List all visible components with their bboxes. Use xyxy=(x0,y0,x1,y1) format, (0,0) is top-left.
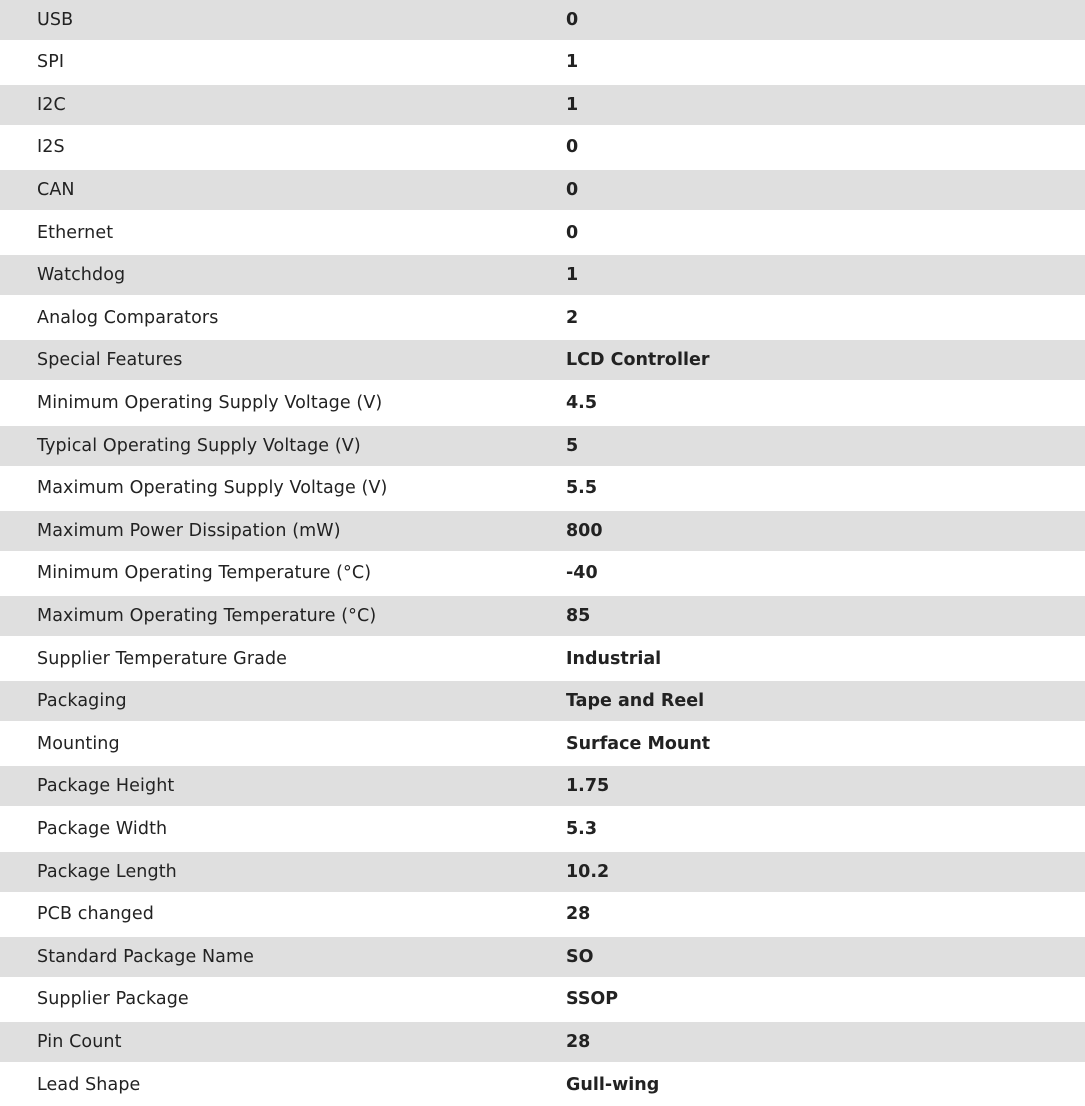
spec-value: 800 xyxy=(566,520,603,541)
spec-value: SSOP xyxy=(566,989,619,1010)
spec-label: SPI xyxy=(37,52,65,73)
spec-label: Packaging xyxy=(37,691,127,712)
spec-value: 2 xyxy=(566,307,579,328)
spec-label: Minimum Operating Temperature (°C) xyxy=(37,563,372,584)
table-row-temp-grade xyxy=(0,638,1085,680)
spec-value: Surface Mount xyxy=(566,733,711,754)
spec-value: 10.2 xyxy=(566,861,610,882)
spec-value: 1.75 xyxy=(566,776,610,797)
table-row-supplier-package xyxy=(0,978,1085,1020)
spec-label: Maximum Power Dissipation (mW) xyxy=(37,520,341,541)
spec-label: Analog Comparators xyxy=(37,307,219,328)
table-row-pin-count xyxy=(0,1022,1085,1062)
table-row-analog-comparators xyxy=(0,297,1085,339)
table-row-ethernet xyxy=(0,212,1085,254)
spec-label: Typical Operating Supply Voltage (V) xyxy=(37,435,361,456)
table-row-package-height xyxy=(0,766,1085,806)
spec-value: 0 xyxy=(566,9,579,30)
table-row-standard-package-name xyxy=(0,937,1085,977)
spec-value: 1 xyxy=(566,52,579,73)
table-row-special-features xyxy=(0,340,1085,380)
table-row-min-supply-voltage xyxy=(0,382,1085,424)
spec-value: SO xyxy=(566,946,594,967)
spec-label: Package Height xyxy=(37,776,175,797)
table-row-spi xyxy=(0,41,1085,83)
table-row-usb xyxy=(0,0,1085,40)
spec-label: Lead Shape xyxy=(37,1074,141,1095)
spec-value: 5.3 xyxy=(566,818,598,839)
spec-value: -40 xyxy=(566,563,598,584)
spec-label: Package Length xyxy=(37,861,177,882)
spec-value: Tape and Reel xyxy=(566,691,705,712)
table-row-max-power-dissipation xyxy=(0,511,1085,551)
spec-label: Package Width xyxy=(37,818,168,839)
table-row-typ-supply-voltage xyxy=(0,426,1085,466)
spec-label: Special Features xyxy=(37,350,183,371)
spec-value: 28 xyxy=(566,1031,591,1052)
spec-label: Mounting xyxy=(37,733,120,754)
spec-label: Standard Package Name xyxy=(37,946,255,967)
spec-label: Pin Count xyxy=(37,1031,122,1052)
table-row-can xyxy=(0,170,1085,210)
spec-label: Supplier Package xyxy=(37,989,189,1010)
spec-label: Minimum Operating Supply Voltage (V) xyxy=(37,392,383,413)
spec-label: Watchdog xyxy=(37,265,126,286)
table-row-package-length xyxy=(0,852,1085,892)
table-row-packaging xyxy=(0,681,1085,721)
spec-label: CAN xyxy=(37,179,75,200)
spec-value: LCD Controller xyxy=(566,350,710,371)
table-row-package-width xyxy=(0,808,1085,850)
spec-value: 0 xyxy=(566,222,579,243)
spec-label: Maximum Operating Temperature (°C) xyxy=(37,605,377,626)
spec-label: Maximum Operating Supply Voltage (V) xyxy=(37,478,388,499)
spec-label: I2C xyxy=(37,94,66,115)
spec-value: 5.5 xyxy=(566,478,598,499)
table-row-lead-shape xyxy=(0,1064,1085,1106)
table-row-i2c xyxy=(0,85,1085,125)
table-row-max-supply-voltage xyxy=(0,467,1085,509)
spec-value: 0 xyxy=(566,137,579,158)
spec-label: PCB changed xyxy=(37,904,154,925)
spec-value: Gull-wing xyxy=(566,1074,660,1095)
spec-value: 0 xyxy=(566,179,579,200)
spec-label: USB xyxy=(37,9,74,30)
table-row-mounting xyxy=(0,723,1085,765)
table-row-watchdog xyxy=(0,255,1085,295)
table-row-pcb-changed xyxy=(0,893,1085,935)
spec-value: 1 xyxy=(566,94,579,115)
spec-label: Supplier Temperature Grade xyxy=(37,648,288,669)
spec-value: 28 xyxy=(566,904,591,925)
spec-label: Ethernet xyxy=(37,222,114,243)
spec-label: I2S xyxy=(37,137,65,158)
spec-value: 5 xyxy=(566,435,579,456)
table-row-i2s xyxy=(0,126,1085,168)
table-row-min-operating-temp xyxy=(0,552,1085,594)
spec-value: 4.5 xyxy=(566,392,598,413)
spec-value: 85 xyxy=(566,605,591,626)
spec-value: 1 xyxy=(566,265,579,286)
table-row-max-operating-temp xyxy=(0,596,1085,636)
spec-value: Industrial xyxy=(566,648,662,669)
